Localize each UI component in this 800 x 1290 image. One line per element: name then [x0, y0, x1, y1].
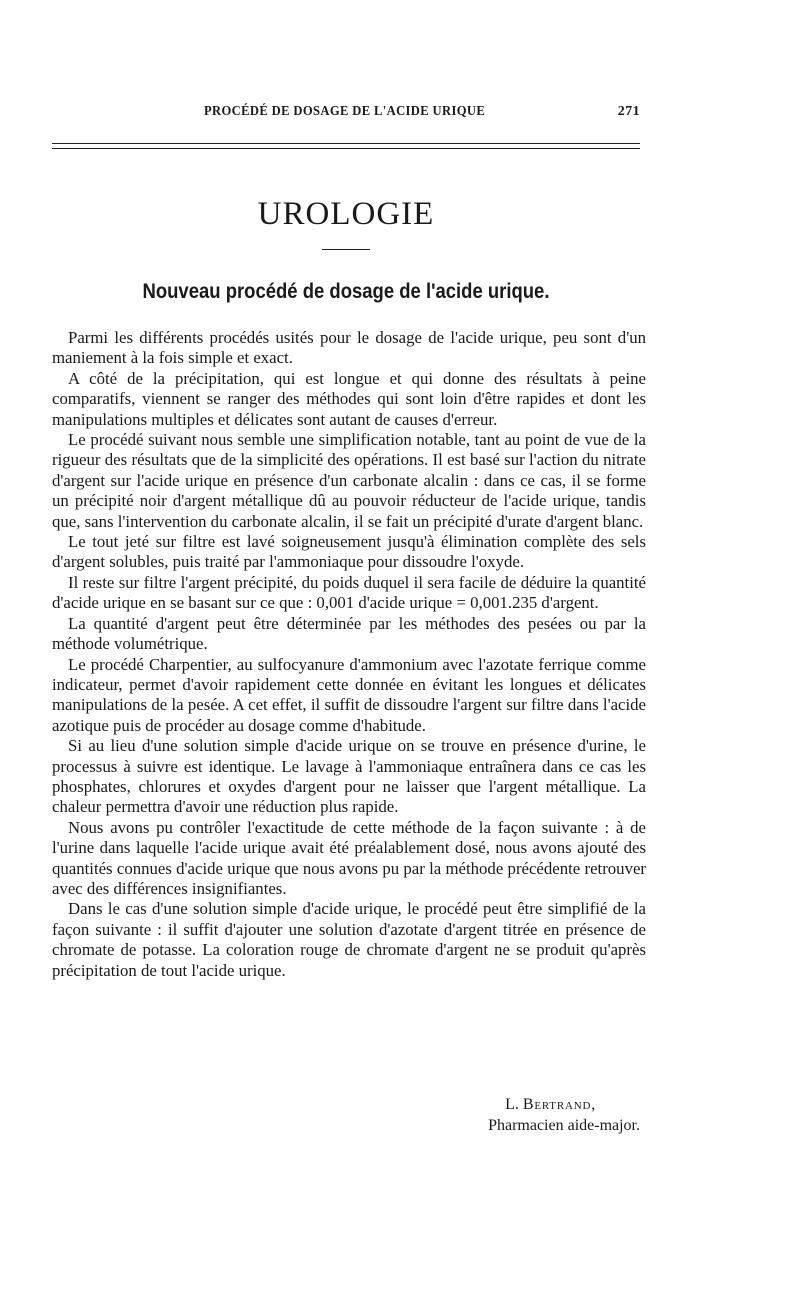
section-title: UROLOGIE — [257, 196, 435, 232]
signature — [400, 1094, 640, 1136]
paragraph: Si au lieu d'une solution simple d'acide urique on se trouve en présence d'urine, le processus à suivre est identique. Le lavage à l'ammoniaque entraînera dans ce cas les phosphates, chlorures et oxydes d'argent pour ne laisser que l'argent métallique. La chaleur permettra d'avoir une réduction plus rapide. — [52, 736, 646, 817]
article-title: Nouveau procédé de dosage de l'acide urique. — [142, 280, 550, 303]
author-surname: Bertrand, — [522, 1096, 596, 1113]
section-divider — [322, 249, 370, 250]
paragraph: Le procédé Charpentier, au sulfocyanure d'ammonium avec l'azotate ferrique comme indicateur, permet d'avoir rapidement cette donnée en évitant les longues et délicates manipulations de la pesée. A cet effet, il suffit de dissoudre l'argent sur filtre dans l'acide azotique puis de procéder au dosage comme d'habitude. — [52, 654, 646, 735]
header-rule-bottom — [52, 148, 640, 149]
author-role: Pharmacien aide-major. — [488, 1117, 640, 1134]
running-title: PROCÉDÉ DE DOSAGE DE L'ACIDE URIQUE — [204, 104, 486, 119]
paragraph: Parmi les différents procédés usités pour le dosage de l'acide urique, peu sont d'un maniement à la fois simple et exact. — [52, 328, 646, 368]
running-header — [52, 104, 640, 126]
article-body — [52, 328, 646, 981]
paragraph: La quantité d'argent peut être déterminée par les méthodes des pesées ou par la méthode volumétrique. — [52, 613, 646, 654]
paragraph: Dans le cas d'une solution simple d'acide urique, le procédé peut être simplifié de la façon suivante : il suffit d'ajouter une solution d'azotate d'argent titrée en présence de chromate de potasse. La coloration rouge de chromate d'argent ne se produit qu'après précipitation de tout l'acide urique. — [52, 899, 646, 980]
paragraph: Le procédé suivant nous semble une simplification notable, tant au point de vue de la rigueur des résultats que de la simplicité des opérations. Il est basé sur l'action du nitrate d'argent sur l'acide urique en présence d'un carbonate alcalin : dans ce cas, il se forme un précipité noir d'argent métallique dû au pouvoir réducteur de l'acide urique, tandis que, sans l'intervention du carbonate alcalin, il se fait un précipité d'urate d'argent blanc. — [52, 430, 646, 531]
paragraph: Il reste sur filtre l'argent précipité, du poids duquel il sera facile de déduire la quantité d'acide urique en se basant sur ce que : 0,001 d'acide urique = 0,001.235 d'argent. — [52, 572, 646, 613]
header-rule-top — [52, 143, 640, 144]
paragraph: A côté de la précipitation, qui est longue et qui donne des résultats à peine comparatifs, viennent se ranger des méthodes qui sont loin d'être rapides et dont les manipulations multiples et délicates sont autant de causes d'erreur. — [52, 368, 646, 429]
page-number: 271 — [617, 104, 640, 119]
author-initial: L. — [505, 1096, 523, 1113]
author-name — [400, 1094, 640, 1115]
paragraph: Nous avons pu contrôler l'exactitude de cette méthode de la façon suivante : à de l'urine dans laquelle l'acide urique avait été préalablement dosé, nous avons ajouté des quantités connues d'acide urique que nous avons pu par la méthode précédente retrouver avec des différences insignifiantes. — [52, 817, 646, 898]
paragraph: Le tout jeté sur filtre est lavé soigneusement jusqu'à élimination complète des sels d'argent solubles, puis traité par l'ammoniaque pour dissoudre l'oxyde. — [52, 532, 646, 572]
